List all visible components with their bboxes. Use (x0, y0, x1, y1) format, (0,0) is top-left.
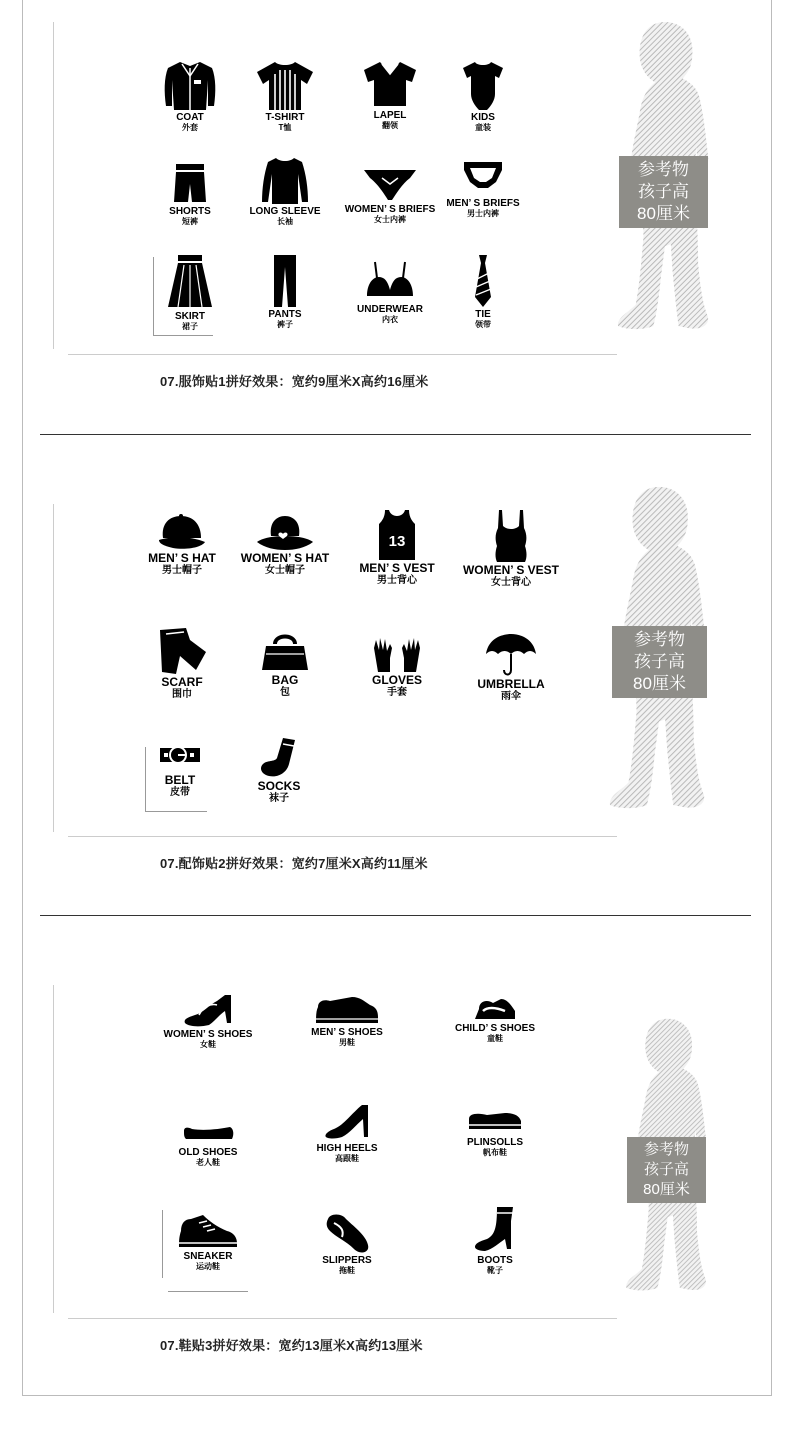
womens-briefs-icon (362, 164, 418, 204)
reference-label (612, 626, 707, 698)
section-left-rule (53, 985, 54, 1313)
sticker-childs-shoes (440, 993, 550, 1043)
sneaker-icon (177, 1211, 239, 1251)
section-left-rule (53, 22, 54, 349)
label-en: WOMEN’ S BRIEFS (344, 204, 436, 215)
sticker-mens-vest (342, 508, 452, 586)
sticker-womens-vest (456, 508, 566, 588)
label-en: T-SHIRT (265, 112, 305, 123)
label-cn: 男士帽子 (162, 565, 202, 576)
sticker-coat (135, 60, 245, 132)
child-shoe-icon (473, 993, 517, 1023)
sticker-skirt (135, 253, 245, 331)
lapel-icon (362, 60, 418, 110)
label-cn: 皮带 (170, 787, 190, 798)
label-cn: 内衣 (382, 315, 398, 324)
belt-icon (158, 738, 202, 774)
label-en: HIGH HEELS (316, 1143, 378, 1154)
sticker-socks (224, 736, 334, 804)
shoes-section (0, 917, 790, 1395)
caption-rule (68, 836, 617, 837)
slipper-icon (322, 1211, 372, 1255)
sticker-tie (428, 253, 538, 329)
mens-shoe-icon (314, 993, 380, 1027)
label-cn: 女士帽子 (265, 565, 305, 576)
label-en: KIDS (471, 112, 495, 123)
label-cn: 拖鞋 (339, 1266, 355, 1275)
label-cn: 包 (280, 687, 290, 698)
label-cn: 女士内裤 (374, 215, 406, 224)
sticker-belt (125, 738, 235, 798)
label-en: MEN’ S VEST (359, 561, 435, 575)
label-cn: 雨伞 (501, 691, 521, 702)
label-en: MEN’ S HAT (148, 551, 216, 565)
cut-corner-mark (145, 811, 207, 812)
label-cn: 男鞋 (339, 1038, 355, 1047)
tank-top-icon (491, 508, 531, 564)
flat-shoe-icon (180, 1115, 236, 1147)
sticker-mens-briefs (428, 158, 538, 218)
sticker-slippers (292, 1211, 402, 1275)
label-en: COAT (176, 112, 204, 123)
tie-icon (471, 253, 495, 309)
gloves-icon (370, 636, 424, 674)
reference-label (627, 1137, 706, 1203)
sticker-bag (230, 630, 340, 698)
pants-icon (270, 253, 300, 309)
label-en: BAG (271, 673, 299, 687)
sticker-mens-shoes (292, 993, 402, 1047)
label-cn: 外套 (182, 123, 198, 132)
label-cn: 男士内裤 (467, 209, 499, 218)
label-en: WOMEN’ S SHOES (163, 1029, 253, 1040)
sock-icon (257, 736, 301, 780)
sticker-boots (440, 1205, 550, 1275)
label-cn: 长袖 (277, 217, 293, 226)
reference-label (619, 156, 708, 228)
sticker-long-sleeve (230, 156, 340, 226)
label-cn: 靴子 (487, 1266, 503, 1275)
label-cn: 手套 (387, 687, 407, 698)
label-en: UNDERWEAR (357, 304, 423, 315)
section-caption: 07.服饰贴1拼好效果：宽约9厘米X高约16厘米 (160, 374, 429, 389)
cut-corner-mark (153, 335, 213, 336)
label-en: WOMEN’ S VEST (462, 563, 559, 577)
reference-line: 参考物 (634, 630, 685, 649)
label-cn: 童鞋 (487, 1034, 503, 1043)
label-cn: T恤 (278, 123, 292, 132)
boot-icon (471, 1205, 519, 1255)
reference-line: 孩子高 (634, 652, 685, 671)
skirt-icon (166, 253, 214, 311)
label-cn: 高跟鞋 (335, 1154, 359, 1163)
label-en: UMBRELLA (477, 677, 545, 691)
caption-rule (68, 1318, 617, 1319)
handbag-icon (260, 630, 310, 674)
coat-icon (162, 60, 218, 112)
sticker-gloves (342, 636, 452, 698)
sticker-shorts (135, 160, 245, 226)
reference-line: 80厘米 (637, 204, 690, 223)
sticker-womens-hat (230, 512, 340, 576)
high-heel-icon (322, 1103, 372, 1143)
label-cn: 领带 (475, 320, 491, 329)
sticker-sneaker (153, 1211, 263, 1271)
cap-icon (155, 512, 209, 552)
label-cn: 女士背心 (491, 577, 531, 588)
clothing-section (0, 0, 790, 435)
label-cn: 运动鞋 (196, 1262, 220, 1271)
womens-shoe-icon (181, 993, 235, 1029)
section-caption: 07.配饰贴2拼好效果：宽约7厘米X高约11厘米 (160, 856, 428, 871)
sun-hat-icon (255, 512, 315, 552)
reference-line: 参考物 (638, 160, 689, 179)
label-en: MEN’ S BRIEFS (446, 198, 520, 209)
label-en: SCARF (161, 675, 203, 689)
reference-line: 参考物 (643, 1141, 689, 1158)
caption-rule (68, 354, 617, 355)
label-en: BELT (164, 773, 196, 787)
label-en: SLIPPERS (322, 1255, 372, 1266)
label-cn: 童装 (475, 123, 491, 132)
section-divider (40, 915, 751, 916)
sticker-old-shoes (153, 1115, 263, 1167)
label-en: MEN’ S SHOES (311, 1027, 383, 1038)
label-en: GLOVES (371, 673, 422, 687)
label-en: PLINSOLLS (466, 1137, 524, 1148)
jersey-number: 13 (388, 533, 406, 550)
umbrella-icon (484, 632, 538, 678)
label-cn: 短裤 (182, 217, 198, 226)
sticker-umbrella (456, 632, 566, 702)
reference-line: 孩子高 (638, 182, 689, 201)
sticker-high-heels (292, 1103, 402, 1163)
label-en: LONG SLEEVE (249, 206, 321, 217)
label-cn: 女鞋 (200, 1040, 216, 1049)
scarf-icon (156, 626, 208, 676)
sticker-plinsolls (440, 1107, 550, 1157)
reference-line: 80厘米 (633, 674, 686, 693)
section-left-rule (53, 504, 54, 832)
long-sleeve-icon (260, 156, 310, 206)
label-en: SOCKS (257, 779, 301, 793)
reference-line: 80厘米 (643, 1181, 690, 1198)
sticker-tshirt (230, 60, 340, 132)
sticker-scarf (127, 626, 237, 700)
sticker-kids (428, 60, 538, 132)
sticker-mens-hat (127, 512, 237, 576)
label-cn: 裤子 (277, 320, 293, 329)
label-cn: 帆布鞋 (483, 1148, 507, 1157)
label-cn: 裙子 (182, 322, 198, 331)
label-cn: 围巾 (172, 689, 192, 700)
sticker-womens-shoes (153, 993, 263, 1049)
shorts-icon (170, 160, 210, 206)
label-en: BOOTS (477, 1255, 513, 1266)
jersey-icon (377, 508, 417, 562)
label-cn: 袜子 (269, 793, 289, 804)
label-cn: 翻领 (382, 121, 398, 130)
label-en: WOMEN’ S HAT (240, 551, 330, 565)
label-en: PANTS (268, 309, 302, 320)
label-en: SHORTS (169, 206, 211, 217)
label-en: SNEAKER (183, 1251, 233, 1262)
label-en: TIE (475, 309, 491, 320)
label-en: LAPEL (373, 110, 407, 121)
label-cn: 男士背心 (377, 575, 417, 586)
label-en: SKIRT (175, 311, 205, 322)
label-en: OLD SHOES (178, 1147, 238, 1158)
section-divider (40, 434, 751, 435)
accessories-section (0, 436, 790, 916)
mens-briefs-icon (460, 158, 506, 198)
plimsoll-icon (465, 1107, 525, 1137)
section-caption: 07.鞋贴3拼好效果：宽约13厘米X高约13厘米 (160, 1338, 423, 1353)
sticker-pants (230, 253, 340, 329)
label-en: CHILD’ S SHOES (454, 1023, 535, 1034)
tshirt-icon (255, 60, 315, 112)
kids-bodysuit-icon (461, 60, 505, 112)
reference-line: 孩子高 (643, 1161, 689, 1178)
bra-icon (365, 260, 415, 304)
cut-corner-mark (168, 1291, 248, 1292)
label-cn: 老人鞋 (196, 1158, 220, 1167)
